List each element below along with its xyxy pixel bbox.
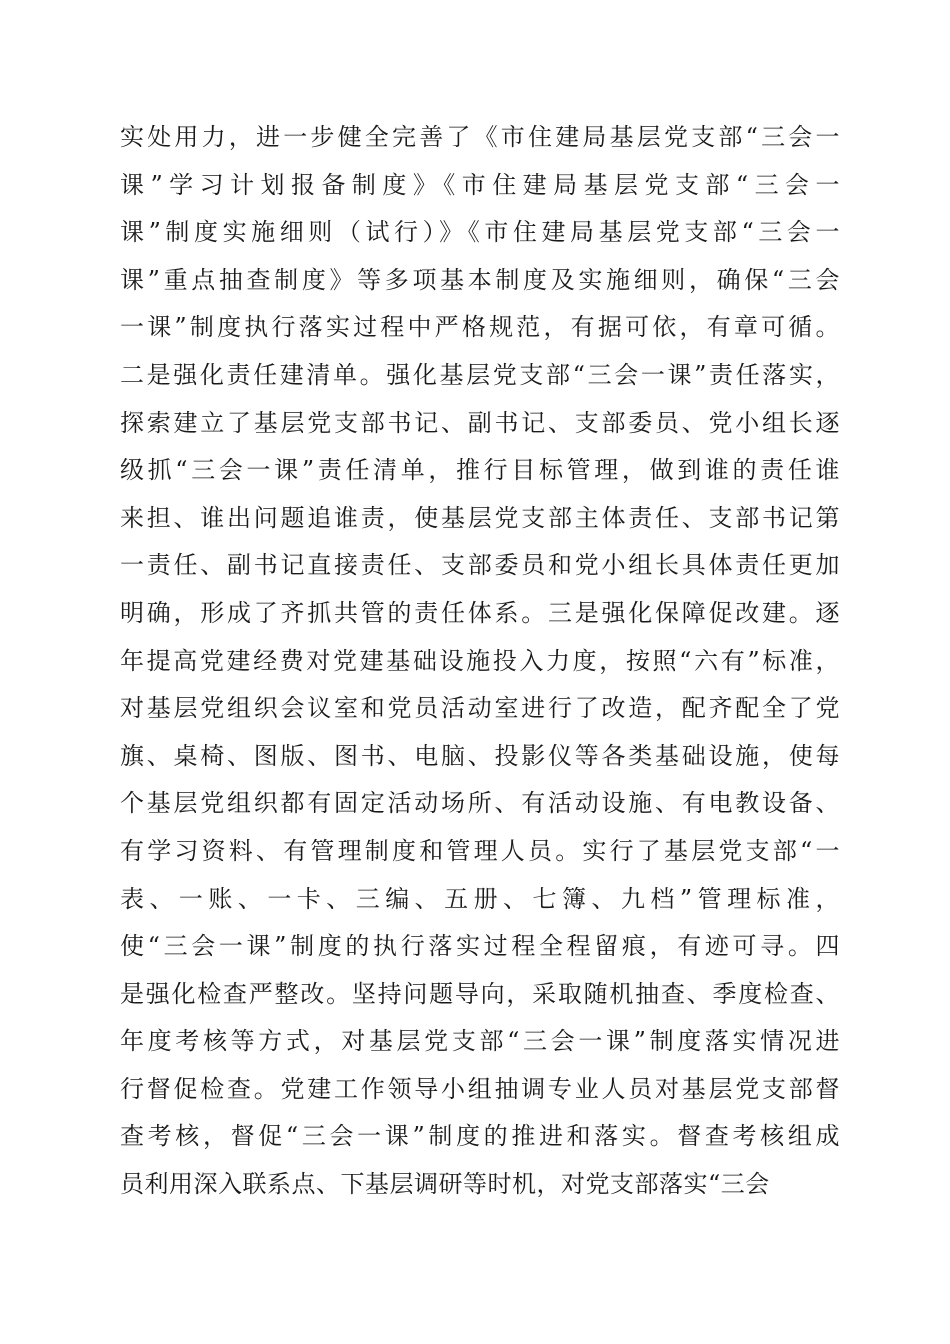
text-line-12: 年提高党建经费对党建基础设施投入力度，按照“六有”标准， bbox=[120, 646, 840, 675]
text-line-21: 行督促检查。党建工作领导小组抽调专业人员对基层党支部督 bbox=[120, 1074, 840, 1103]
text-line-17: 表、一账、一卡、三编、五册、七簿、九档”管理标准， bbox=[120, 884, 840, 913]
text-line-1: 实处用力，进一步健全完善了《市住建局基层党支部“三会一 bbox=[120, 123, 840, 151]
text-line-19: 是强化检查严整改。坚持问题导向，采取随机抽查、季度检查、 bbox=[120, 979, 840, 1008]
text-line-7: 探索建立了基层党支部书记、副书记、支部委员、党小组长逐 bbox=[120, 408, 840, 437]
text-line-20: 年度考核等方式，对基层党支部“三会一课”制度落实情况进 bbox=[120, 1027, 840, 1056]
text-line-11: 明确，形成了齐抓共管的责任体系。三是强化保障促改建。逐 bbox=[120, 598, 840, 627]
text-line-18: 使“三会一课”制度的执行落实过程全程留痕，有迹可寻。四 bbox=[120, 932, 840, 961]
text-line-6: 二是强化责任建清单。强化基层党支部“三会一课”责任落实， bbox=[120, 360, 840, 389]
text-line-23: 员利用深入联系点、下基层调研等时机，对党支部落实“三会 bbox=[120, 1170, 770, 1199]
text-line-8: 级抓“三会一课”责任清单，推行目标管理，做到谁的责任谁 bbox=[120, 456, 840, 485]
text-line-14: 旗、桌椅、图版、图书、电脑、投影仪等各类基础设施，使每 bbox=[120, 741, 840, 770]
text-line-9: 来担、谁出问题追谁责，使基层党支部主体责任、支部书记第 bbox=[120, 503, 840, 532]
text-line-16: 有学习资料、有管理制度和管理人员。实行了基层党支部“一 bbox=[120, 836, 840, 865]
text-line-15: 个基层党组织都有固定活动场所、有活动设施、有电教设备、 bbox=[120, 789, 840, 818]
body-text bbox=[120, 114, 840, 1209]
text-line-3: 课”制度实施细则（试行）》《市住建局基层党支部“三会一 bbox=[120, 218, 840, 247]
text-line-13: 对基层党组织会议室和党员活动室进行了改造，配齐配全了党 bbox=[120, 694, 840, 723]
text-line-5: 一课”制度执行落实过程中严格规范，有据可依，有章可循。 bbox=[120, 313, 840, 342]
text-line-4: 课”重点抽查制度》等多项基本制度及实施细则，确保“三会 bbox=[120, 265, 840, 294]
text-line-2: 课”学习计划报备制度》《市住建局基层党支部“三会一 bbox=[120, 170, 840, 199]
text-line-10: 一责任、副书记直接责任、支部委员和党小组长具体责任更加 bbox=[120, 551, 840, 580]
text-line-22: 查考核，督促“三会一课”制度的推进和落实。督查考核组成 bbox=[120, 1122, 840, 1151]
